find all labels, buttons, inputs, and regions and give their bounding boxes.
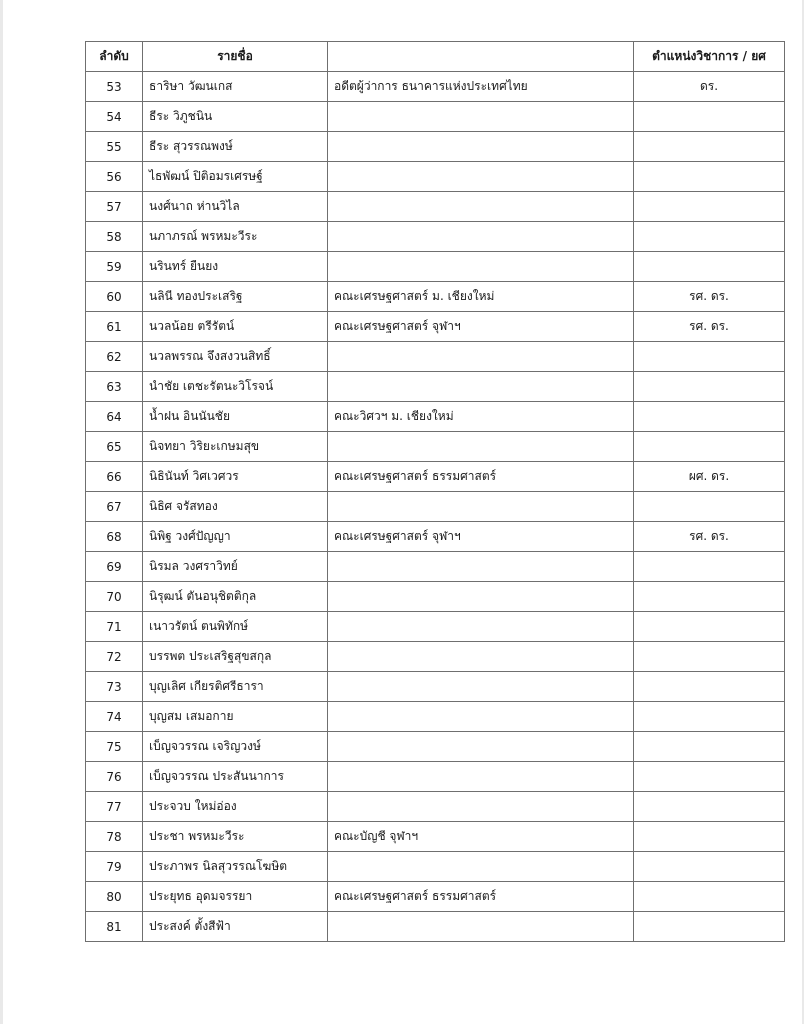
row-name: นำชัย เตชะรัตนะวิโรจน์ bbox=[143, 372, 328, 402]
table-row bbox=[86, 252, 785, 282]
row-name: ประชา พรหมะวีระ bbox=[143, 822, 328, 852]
row-order: 69 bbox=[86, 552, 143, 582]
row-organization bbox=[328, 852, 634, 882]
table-row bbox=[86, 372, 785, 402]
row-order: 54 bbox=[86, 102, 143, 132]
row-order: 60 bbox=[86, 282, 143, 312]
header-academic-title: ตำแหน่งวิชาการ / ยศ bbox=[634, 42, 785, 72]
row-organization: คณะเศรษฐศาสตร์ ม. เชียงใหม่ bbox=[328, 282, 634, 312]
row-organization bbox=[328, 492, 634, 522]
table-row bbox=[86, 492, 785, 522]
row-organization: คณะเศรษฐศาสตร์ จุฬาฯ bbox=[328, 312, 634, 342]
row-academic-title bbox=[634, 102, 785, 132]
table-row bbox=[86, 462, 785, 492]
row-academic-title bbox=[634, 882, 785, 912]
header-organization bbox=[328, 42, 634, 72]
row-order: 63 bbox=[86, 372, 143, 402]
row-order: 58 bbox=[86, 222, 143, 252]
table-row bbox=[86, 852, 785, 882]
row-academic-title bbox=[634, 402, 785, 432]
row-academic-title bbox=[634, 162, 785, 192]
row-name: ประจวบ ใหม่อ่อง bbox=[143, 792, 328, 822]
table-header-row bbox=[86, 42, 785, 72]
document-page bbox=[3, 0, 802, 1024]
row-academic-title bbox=[634, 492, 785, 522]
row-order: 78 bbox=[86, 822, 143, 852]
row-organization bbox=[328, 672, 634, 702]
row-organization bbox=[328, 162, 634, 192]
row-name: ประยุทธ อุดมจรรยา bbox=[143, 882, 328, 912]
table-row bbox=[86, 192, 785, 222]
row-order: 70 bbox=[86, 582, 143, 612]
row-order: 62 bbox=[86, 342, 143, 372]
row-name: บรรพต ประเสริฐสุขสกุล bbox=[143, 642, 328, 672]
row-organization bbox=[328, 612, 634, 642]
row-name: บุญเลิศ เกียรติศรีธารา bbox=[143, 672, 328, 702]
table-row bbox=[86, 522, 785, 552]
row-name: ประสงค์ ตั้งสีฟ้า bbox=[143, 912, 328, 942]
row-organization: อดีตผู้ว่าการ ธนาคารแห่งประเทศไทย bbox=[328, 72, 634, 102]
row-academic-title bbox=[634, 372, 785, 402]
row-order: 75 bbox=[86, 732, 143, 762]
row-organization bbox=[328, 642, 634, 672]
table-row bbox=[86, 822, 785, 852]
row-academic-title bbox=[634, 552, 785, 582]
table-body bbox=[86, 72, 785, 942]
table-row bbox=[86, 702, 785, 732]
row-organization bbox=[328, 582, 634, 612]
table-row bbox=[86, 912, 785, 942]
row-academic-title bbox=[634, 432, 785, 462]
table-row bbox=[86, 762, 785, 792]
row-academic-title bbox=[634, 132, 785, 162]
row-academic-title bbox=[634, 702, 785, 732]
row-order: 65 bbox=[86, 432, 143, 462]
row-name: ธีระ วิภูชนิน bbox=[143, 102, 328, 132]
row-organization: คณะบัญชี จุฬาฯ bbox=[328, 822, 634, 852]
table-row bbox=[86, 612, 785, 642]
row-organization bbox=[328, 792, 634, 822]
row-name: นิรมล วงศราวิทย์ bbox=[143, 552, 328, 582]
row-academic-title bbox=[634, 612, 785, 642]
table-row bbox=[86, 132, 785, 162]
row-academic-title: รศ. ดร. bbox=[634, 312, 785, 342]
table-row bbox=[86, 582, 785, 612]
row-order: 64 bbox=[86, 402, 143, 432]
row-order: 55 bbox=[86, 132, 143, 162]
table-row bbox=[86, 312, 785, 342]
table-row bbox=[86, 402, 785, 432]
row-name: นรินทร์ ยืนยง bbox=[143, 252, 328, 282]
row-order: 81 bbox=[86, 912, 143, 942]
row-order: 59 bbox=[86, 252, 143, 282]
row-order: 68 bbox=[86, 522, 143, 552]
row-academic-title bbox=[634, 642, 785, 672]
row-order: 53 bbox=[86, 72, 143, 102]
row-academic-title bbox=[634, 822, 785, 852]
table-row bbox=[86, 72, 785, 102]
row-organization bbox=[328, 132, 634, 162]
row-academic-title bbox=[634, 252, 785, 282]
row-organization: คณะเศรษฐศาสตร์ จุฬาฯ bbox=[328, 522, 634, 552]
row-academic-title: ดร. bbox=[634, 72, 785, 102]
row-name: นิรุฒน์ ตันอนุชิตติกุล bbox=[143, 582, 328, 612]
signatory-table bbox=[85, 41, 785, 942]
row-organization bbox=[328, 252, 634, 282]
row-name: นิพิฐ วงศ์ปัญญา bbox=[143, 522, 328, 552]
row-academic-title bbox=[634, 672, 785, 702]
row-order: 76 bbox=[86, 762, 143, 792]
row-organization: คณะวิศวฯ ม. เชียงใหม่ bbox=[328, 402, 634, 432]
row-name: นิจทยา วิริยะเกษมสุข bbox=[143, 432, 328, 462]
row-organization bbox=[328, 342, 634, 372]
row-order: 80 bbox=[86, 882, 143, 912]
row-order: 73 bbox=[86, 672, 143, 702]
row-order: 57 bbox=[86, 192, 143, 222]
row-academic-title bbox=[634, 582, 785, 612]
row-name: ธาริษา วัฒนเกส bbox=[143, 72, 328, 102]
row-organization bbox=[328, 372, 634, 402]
table-row bbox=[86, 552, 785, 582]
row-academic-title bbox=[634, 192, 785, 222]
row-academic-title bbox=[634, 342, 785, 372]
row-academic-title bbox=[634, 762, 785, 792]
row-name: ธีระ สุวรรณพงษ์ bbox=[143, 132, 328, 162]
row-organization bbox=[328, 702, 634, 732]
table-row bbox=[86, 102, 785, 132]
row-name: ประภาพร นิลสุวรรณโฆษิต bbox=[143, 852, 328, 882]
table-row bbox=[86, 342, 785, 372]
row-academic-title bbox=[634, 732, 785, 762]
row-academic-title: รศ. ดร. bbox=[634, 522, 785, 552]
row-order: 79 bbox=[86, 852, 143, 882]
table-row bbox=[86, 282, 785, 312]
row-order: 74 bbox=[86, 702, 143, 732]
row-academic-title bbox=[634, 912, 785, 942]
row-order: 66 bbox=[86, 462, 143, 492]
row-organization: คณะเศรษฐศาสตร์ ธรรมศาสตร์ bbox=[328, 462, 634, 492]
row-name: บุญสม เสมอกาย bbox=[143, 702, 328, 732]
table-row bbox=[86, 162, 785, 192]
row-organization bbox=[328, 552, 634, 582]
row-name: นภาภรณ์ พรหมะวีระ bbox=[143, 222, 328, 252]
header-order: ลำดับ bbox=[86, 42, 143, 72]
row-order: 72 bbox=[86, 642, 143, 672]
row-academic-title bbox=[634, 792, 785, 822]
row-name: นงศ์นาถ ห่านวิไล bbox=[143, 192, 328, 222]
row-organization bbox=[328, 222, 634, 252]
row-name: นิธินันท์ วิศเวศวร bbox=[143, 462, 328, 492]
row-organization bbox=[328, 102, 634, 132]
row-organization bbox=[328, 912, 634, 942]
row-organization bbox=[328, 762, 634, 792]
row-order: 67 bbox=[86, 492, 143, 522]
row-academic-title bbox=[634, 222, 785, 252]
header-name: รายชื่อ bbox=[143, 42, 328, 72]
table-row bbox=[86, 792, 785, 822]
row-organization: คณะเศรษฐศาสตร์ ธรรมศาสตร์ bbox=[328, 882, 634, 912]
row-name: นวลน้อย ตรีรัตน์ bbox=[143, 312, 328, 342]
row-order: 61 bbox=[86, 312, 143, 342]
row-name: เบ็ญจวรรณ เจริญวงษ์ bbox=[143, 732, 328, 762]
row-name: น้ำฝน อินนันชัย bbox=[143, 402, 328, 432]
row-name: นลินี ทองประเสริฐ bbox=[143, 282, 328, 312]
row-academic-title bbox=[634, 852, 785, 882]
row-organization bbox=[328, 192, 634, 222]
table-row bbox=[86, 732, 785, 762]
table-row bbox=[86, 222, 785, 252]
table-row bbox=[86, 882, 785, 912]
row-academic-title: ผศ. ดร. bbox=[634, 462, 785, 492]
row-organization bbox=[328, 732, 634, 762]
table-row bbox=[86, 642, 785, 672]
row-academic-title: รศ. ดร. bbox=[634, 282, 785, 312]
row-name: เบ็ญจวรรณ ประสันนาการ bbox=[143, 762, 328, 792]
row-order: 56 bbox=[86, 162, 143, 192]
row-name: นวลพรรณ จึงสงวนสิทธิ์ bbox=[143, 342, 328, 372]
table-row bbox=[86, 672, 785, 702]
row-organization bbox=[328, 432, 634, 462]
row-name: ไธพัฒน์ ปิติอมรเศรษฐ์ bbox=[143, 162, 328, 192]
row-order: 71 bbox=[86, 612, 143, 642]
row-name: นิธิศ จรัสทอง bbox=[143, 492, 328, 522]
row-order: 77 bbox=[86, 792, 143, 822]
row-name: เนาวรัตน์ ตนพิทักษ์ bbox=[143, 612, 328, 642]
table-row bbox=[86, 432, 785, 462]
